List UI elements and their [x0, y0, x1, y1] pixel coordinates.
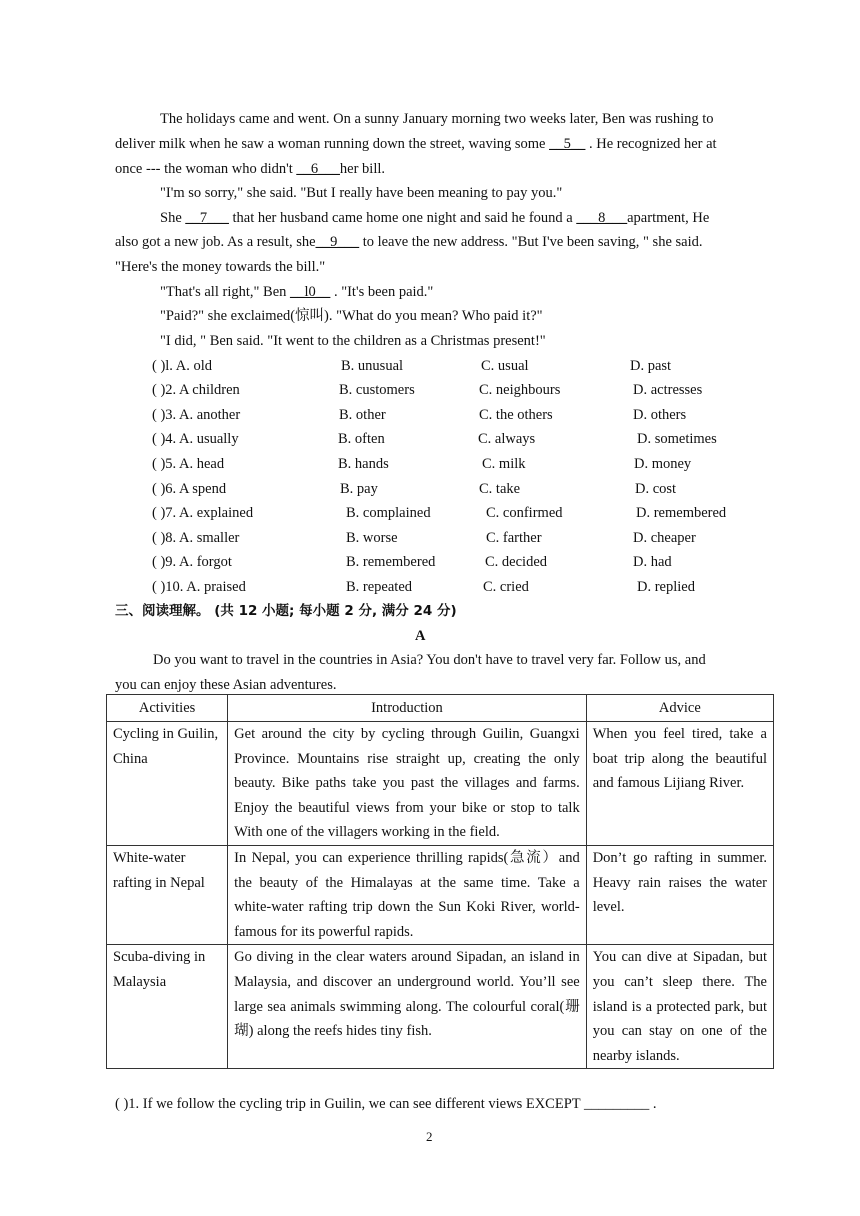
option-c: C. usual: [481, 358, 529, 374]
option-c: C. take: [479, 481, 521, 497]
introduction-cell: In Nepal, you can experience thrilling rapids(急流）and the beauty of the Himalayas at the same time. Take a white-water rafting trip down the Sun Koki River, world-famous for its powerful rapids.: [228, 845, 587, 944]
question-number: ( )2. A children: [152, 382, 240, 398]
activity-cell: Cycling in Guilin, China: [107, 722, 228, 846]
question-number: ( )4. A. usually: [152, 431, 239, 447]
blank-8: ___8___: [576, 210, 628, 226]
story-text: She: [160, 210, 182, 226]
introduction-cell: Get around the city by cycling through Guilin, Guangxi Province. Mountains rise straight up, creating the only beauty. Bike paths take you past the villages and farms. Enjoy the beautiful views from your bike or stop to talk With one of the villagers working in the field.: [228, 722, 587, 846]
story-text: . "It's been paid.": [333, 284, 434, 300]
story-line-10: "I did, " Ben said. "It went to the children as a Christmas present!": [160, 333, 546, 349]
story-text: her bill.: [339, 161, 386, 177]
page-number: 2: [426, 1129, 433, 1144]
option-b: B. often: [338, 431, 385, 447]
option-d: D. others: [633, 407, 687, 423]
option-b: B. remembered: [346, 554, 436, 570]
option-b: B. worse: [346, 530, 398, 546]
option-d: D. had: [633, 554, 672, 570]
story-text: apartment, He: [627, 210, 710, 226]
option-d: D. actresses: [633, 382, 703, 398]
blank-6: __6___: [296, 161, 340, 177]
story-text: that her husband came home one night and said he found a: [232, 210, 573, 226]
activity-cell: White-water rafting in Nepal: [107, 845, 228, 944]
reading-intro-1: Do you want to travel in the countries in Asia? You don't have to travel very far. Follow us, and: [153, 652, 706, 668]
question-number: ( )9. A. forgot: [152, 554, 232, 570]
story-line-1: The holidays came and went. On a sunny January morning two weeks later, Ben was rushing to: [160, 111, 714, 127]
option-c: C. always: [478, 431, 536, 447]
story-text: "That's all right," Ben: [160, 284, 287, 300]
story-line-7: "Here's the money towards the bill.": [115, 259, 326, 275]
blank-7: __7___: [185, 210, 229, 226]
header-activities: Activities: [107, 695, 228, 722]
option-d: D. cost: [635, 481, 677, 497]
story-text: deliver milk when he saw a woman running down the street, waving some: [115, 136, 546, 152]
option-b: B. complained: [346, 505, 431, 521]
option-c: C. neighbours: [479, 382, 561, 398]
question-number: ( )8. A. smaller: [152, 530, 240, 546]
advice-cell: You can dive at Sipadan, but you can’t sleep there. The island is a protected park, but you can stay on one of the nearby islands.: [586, 945, 773, 1069]
option-b: B. unusual: [341, 358, 404, 374]
story-line-9: "Paid?" she exclaimed(惊叫). "What do you mean? Who paid it?": [160, 308, 543, 324]
advice-cell: Don’t go rafting in summer. Heavy rain raises the water level.: [586, 845, 773, 944]
question-number: ( )5. A. head: [152, 456, 225, 472]
table-row: [107, 722, 774, 846]
table-row: [107, 845, 774, 944]
advice-cell: When you feel tired, take a boat trip along the beautiful and famous Lijiang River.: [586, 722, 773, 846]
option-d: D. remembered: [636, 505, 727, 521]
story-line-4: "I'm so sorry," she said. "But I really have been meaning to pay you.": [160, 185, 563, 201]
question-number: ( )7. A. explained: [152, 505, 254, 521]
option-c: C. cried: [483, 579, 529, 595]
header-advice: Advice: [586, 695, 773, 722]
blank-9: __9___: [315, 234, 360, 250]
part-label: A: [415, 628, 426, 644]
story-line-3: [115, 160, 385, 178]
story-line-6: [115, 233, 703, 251]
option-c: C. confirmed: [486, 505, 563, 521]
option-c: C. milk: [482, 456, 526, 472]
option-d: D. replied: [637, 579, 695, 595]
story-text: . He recognized her at: [588, 136, 717, 152]
blank-10: __l0__: [290, 284, 331, 300]
option-c: C. decided: [485, 554, 548, 570]
story-text: once --- the woman who didn't: [115, 161, 293, 177]
table-header-row: [107, 695, 774, 722]
option-d: D. cheaper: [633, 530, 696, 546]
option-d: D. sometimes: [637, 431, 717, 447]
story-text: also got a new job. As a result, she: [115, 234, 316, 250]
story-line-5: [160, 209, 709, 227]
adventures-table: [106, 694, 774, 1069]
story-line-2: [115, 135, 717, 153]
option-b: B. repeated: [346, 579, 413, 595]
reading-intro-2: you can enjoy these Asian adventures.: [115, 677, 337, 693]
option-b: B. hands: [338, 456, 389, 472]
story-line-8: [160, 283, 433, 301]
reading-question-1: ( )1. If we follow the cycling trip in Guilin, we can see different views EXCEPT _________ .: [115, 1096, 657, 1112]
question-number: ( )l. A. old: [152, 358, 213, 374]
option-b: B. other: [339, 407, 386, 423]
activity-cell: Scuba-diving in Malaysia: [107, 945, 228, 1069]
option-d: D. money: [634, 456, 692, 472]
option-d: D. past: [630, 358, 672, 374]
story-text: to leave the new address. "But I've been saving, " she said.: [362, 234, 703, 250]
option-b: B. pay: [340, 481, 378, 497]
introduction-cell: Go diving in the clear waters around Sipadan, an island in Malaysia, and discover an underground world. You’ll see large sea animals swimming along. The colourful coral(珊瑚) along the reefs hides tiny fish.: [228, 945, 587, 1069]
header-introduction: Introduction: [228, 695, 587, 722]
option-c: C. the others: [479, 407, 553, 423]
option-c: C. farther: [486, 530, 542, 546]
question-number: ( )6. A spend: [152, 481, 227, 497]
question-number: ( )3. A. another: [152, 407, 241, 423]
option-b: B. customers: [339, 382, 415, 398]
question-number: ( )10. A. praised: [152, 579, 246, 595]
section-heading: 三、阅读理解。 (共 12 小题; 每小题 2 分, 满分 24 分): [115, 603, 457, 619]
blank-5: __5__: [549, 136, 586, 152]
table-row: [107, 945, 774, 1069]
